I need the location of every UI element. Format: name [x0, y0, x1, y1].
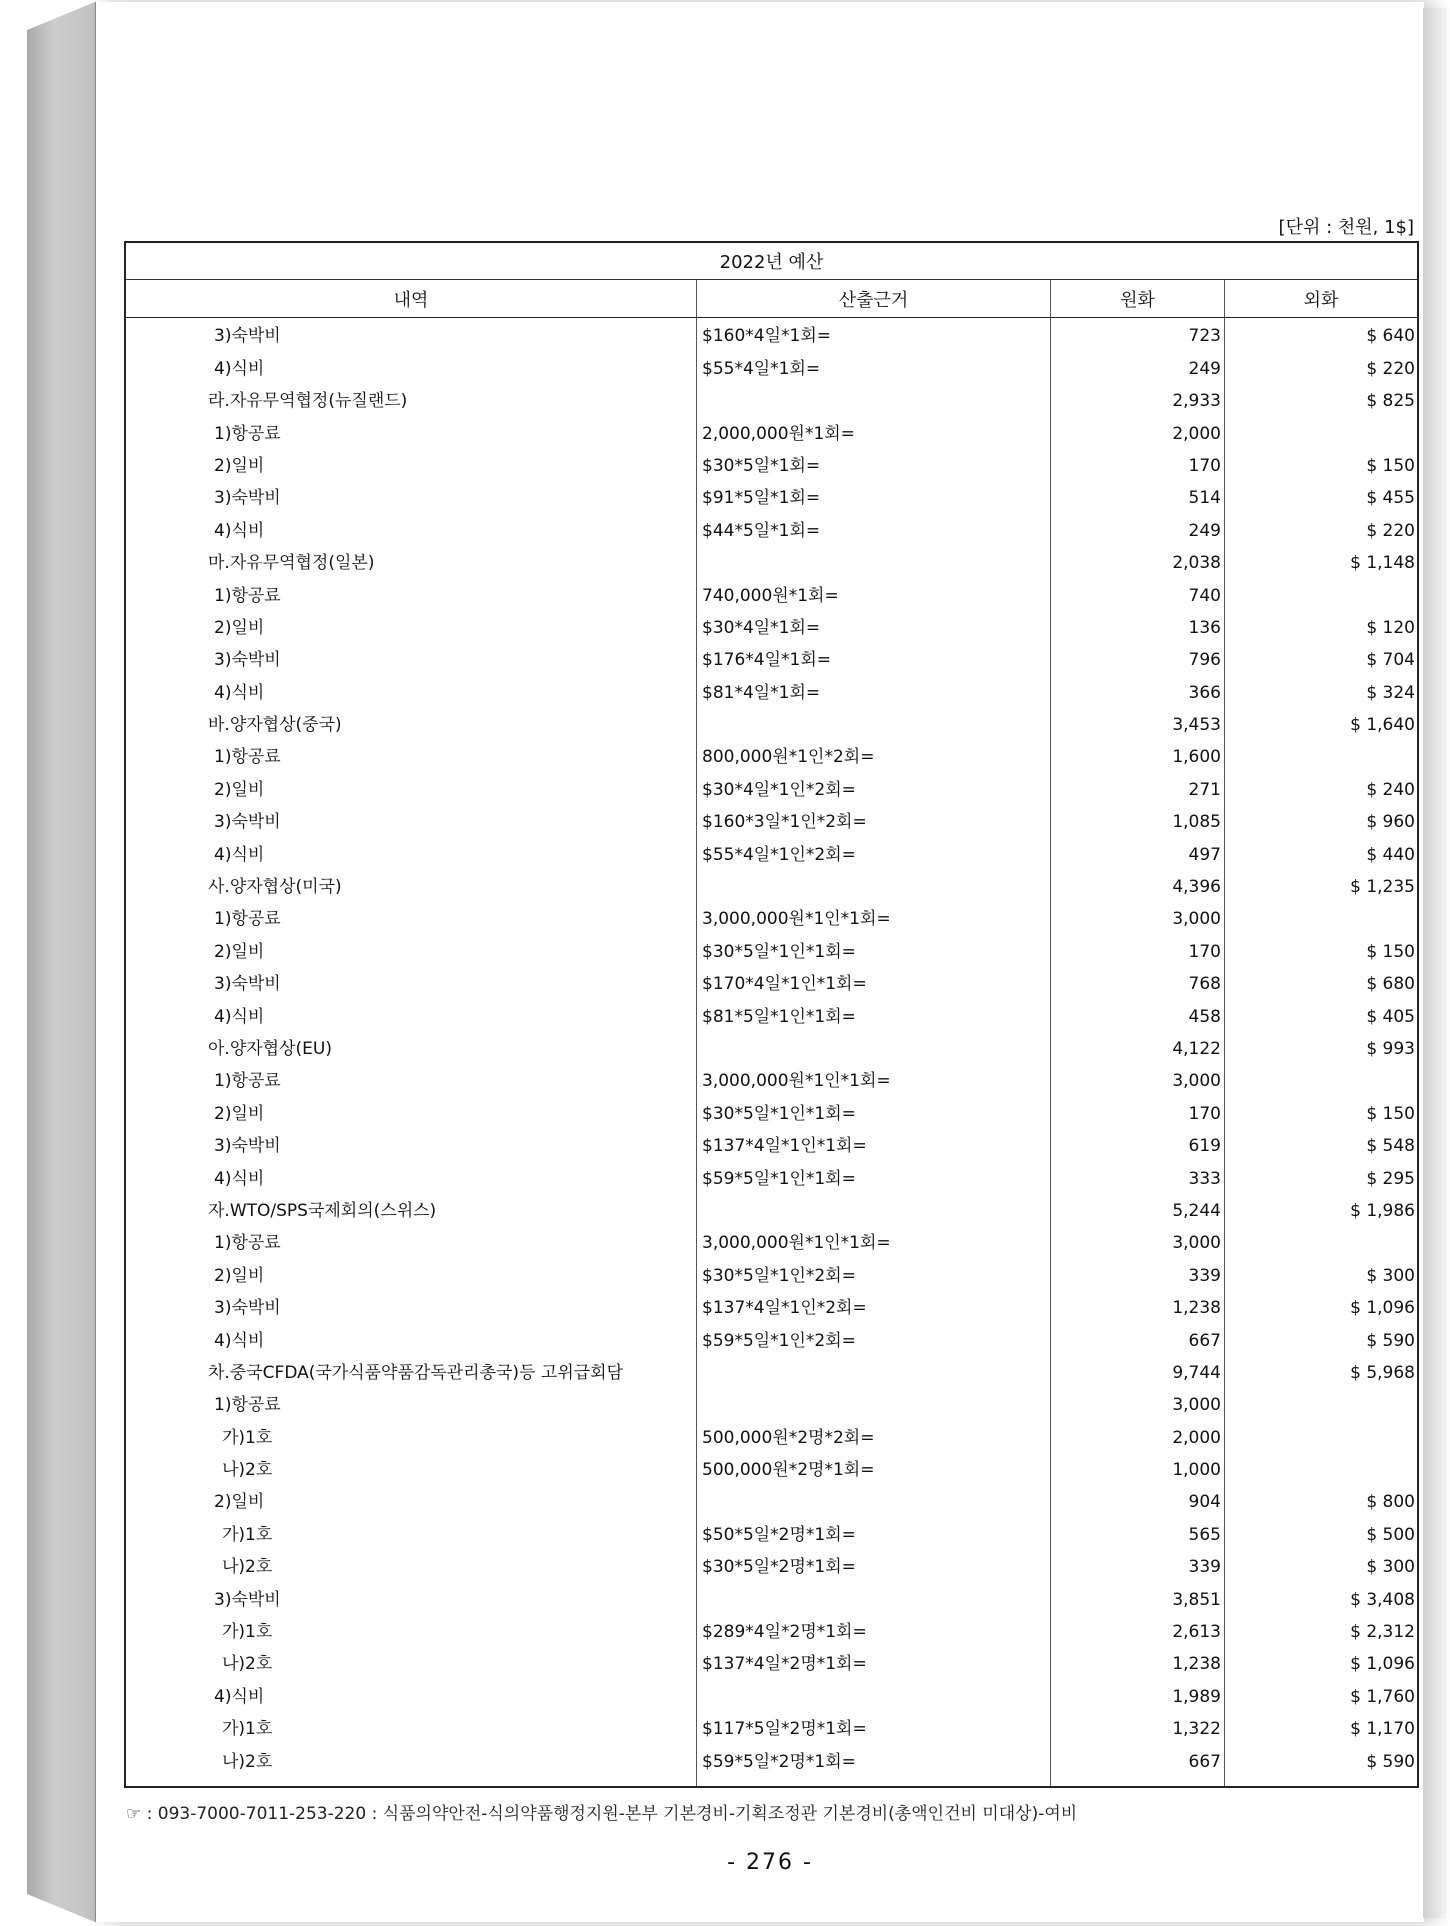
table-row [126, 1581, 1417, 1613]
cell-item: 1)항공료 [214, 1233, 281, 1254]
table-row [126, 869, 1417, 901]
table-row [126, 383, 1417, 415]
cell-krw: 3,000 [1050, 901, 1224, 933]
cell-fx: $ 150 [1224, 933, 1417, 965]
cell-krw: 740 [1050, 577, 1224, 609]
cell-item: 나)2호 [222, 1654, 273, 1675]
cell-krw: 249 [1050, 350, 1224, 382]
cell-item: 4)식비 [214, 682, 265, 703]
cell-item: 2)일비 [214, 779, 265, 800]
cell-fx: $ 1,170 [1224, 1711, 1417, 1743]
cell-fx [1224, 577, 1417, 609]
table-row [126, 1063, 1417, 1095]
cell-item: 1)항공료 [214, 585, 281, 606]
cell-krw: 458 [1050, 998, 1224, 1030]
cell-krw: 2,613 [1050, 1614, 1224, 1646]
cell-basis: $59*5일*1인*1회= [696, 1160, 1050, 1192]
cell-krw: 514 [1050, 480, 1224, 512]
table-row [126, 1419, 1417, 1451]
cell-basis: $170*4일*1인*1회= [696, 966, 1050, 998]
cell-basis: $30*4일*1회= [696, 610, 1050, 642]
table-header [126, 280, 1417, 318]
cell-fx: $ 150 [1224, 1095, 1417, 1127]
cell-krw: 136 [1050, 610, 1224, 642]
cell-fx: $ 590 [1224, 1743, 1417, 1786]
cell-basis [696, 869, 1050, 901]
table-row [126, 1743, 1417, 1786]
cell-krw: 1,238 [1050, 1290, 1224, 1322]
cell-item: 3)숙박비 [214, 812, 281, 833]
cell-basis: $30*5일*1인*1회= [696, 933, 1050, 965]
table-row [126, 966, 1417, 998]
cell-item: 4)식비 [214, 1686, 265, 1707]
cell-item: 1)항공료 [214, 1395, 281, 1416]
cell-fx: $ 960 [1224, 804, 1417, 836]
table-row [126, 707, 1417, 739]
table-row [126, 1355, 1417, 1387]
table-row [126, 512, 1417, 544]
cell-basis: 3,000,000원*1인*1회= [696, 1063, 1050, 1095]
cell-krw: 4,122 [1050, 1031, 1224, 1063]
cell-fx: $ 548 [1224, 1128, 1417, 1160]
cell-basis [696, 707, 1050, 739]
cell-krw: 723 [1050, 318, 1224, 350]
cell-fx: $ 120 [1224, 610, 1417, 642]
page-number: - 276 - [727, 1850, 813, 1875]
cell-krw: 3,851 [1050, 1581, 1224, 1613]
cell-krw: 1,085 [1050, 804, 1224, 836]
table-row [126, 1095, 1417, 1127]
table-row [126, 415, 1417, 447]
cell-krw: 3,000 [1050, 1063, 1224, 1095]
cell-basis: $160*3일*1인*2회= [696, 804, 1050, 836]
cell-basis [696, 1031, 1050, 1063]
cell-krw: 5,244 [1050, 1193, 1224, 1225]
cell-item: 나)2호 [222, 1460, 273, 1481]
table-row [126, 1387, 1417, 1419]
table-row [126, 318, 1417, 350]
header-fx: 외화 [1224, 280, 1417, 317]
cell-item: 3)숙박비 [214, 974, 281, 995]
cell-fx: $ 150 [1224, 448, 1417, 480]
table-row [126, 350, 1417, 382]
cell-basis [696, 1355, 1050, 1387]
cell-item: 4)식비 [214, 358, 265, 379]
cell-item: 차.중국CFDA(국가식품약품감독관리총국)등 고위급회담 [208, 1362, 624, 1383]
unit-label: [단위 : 천원, 1$] [1278, 217, 1414, 238]
footnote: ☞ : 093-7000-7011-253-220 : 식품의약안전-식의약품행정지원-본부 기본경비-기획조정관 기본경비(총액인건비 미대상)-여비 [126, 1804, 1078, 1824]
cell-basis: $55*4일*1인*2회= [696, 836, 1050, 868]
header-basis: 산출근거 [696, 280, 1050, 317]
cell-basis: $59*5일*1인*2회= [696, 1322, 1050, 1354]
cell-fx: $ 3,408 [1224, 1581, 1417, 1613]
cell-krw: 170 [1050, 1095, 1224, 1127]
cell-item: 가)1호 [222, 1622, 273, 1643]
cell-fx [1224, 1225, 1417, 1257]
cell-krw: 271 [1050, 771, 1224, 803]
cell-basis: $30*5일*1회= [696, 448, 1050, 480]
cell-krw: 1,238 [1050, 1646, 1224, 1678]
cell-fx: $ 993 [1224, 1031, 1417, 1063]
cell-item: 4)식비 [214, 844, 265, 865]
cell-krw: 1,600 [1050, 739, 1224, 771]
cell-fx: $ 1,096 [1224, 1646, 1417, 1678]
table-row [126, 998, 1417, 1030]
cell-item: 바.양자협상(중국) [208, 715, 342, 736]
table-row [126, 577, 1417, 609]
cell-krw: 2,038 [1050, 545, 1224, 577]
cell-basis: $30*5일*2명*1회= [696, 1549, 1050, 1581]
cell-basis [696, 1193, 1050, 1225]
table-row [126, 545, 1417, 577]
cell-item: 4)식비 [214, 1330, 265, 1351]
cell-item: 라.자유무역협정(뉴질랜드) [208, 391, 408, 412]
table-row [126, 1516, 1417, 1548]
cell-item: 자.WTO/SPS국제회의(스위스) [208, 1200, 437, 1221]
cell-fx: $ 500 [1224, 1516, 1417, 1548]
cell-krw: 796 [1050, 642, 1224, 674]
cell-basis: $91*5일*1회= [696, 480, 1050, 512]
table-row [126, 1484, 1417, 1516]
cell-item: 가)1호 [222, 1719, 273, 1740]
cell-item: 1)항공료 [214, 909, 281, 930]
cell-fx [1224, 1452, 1417, 1484]
table-row [126, 1452, 1417, 1484]
cell-krw: 333 [1050, 1160, 1224, 1192]
cell-krw: 170 [1050, 448, 1224, 480]
cell-basis: $30*5일*1인*2회= [696, 1257, 1050, 1289]
cell-basis [696, 1678, 1050, 1710]
cell-item: 2)일비 [214, 617, 265, 638]
header-krw: 원화 [1050, 280, 1224, 317]
table-row [126, 901, 1417, 933]
page-edge-shadow [1423, 8, 1447, 1918]
table-row [126, 480, 1417, 512]
table-row [126, 1257, 1417, 1289]
cell-item: 가)1호 [222, 1524, 273, 1545]
cell-krw: 9,744 [1050, 1355, 1224, 1387]
book-spine [27, 2, 95, 1922]
cell-item: 1)항공료 [214, 747, 281, 768]
cell-fx: $ 1,986 [1224, 1193, 1417, 1225]
cell-fx [1224, 1387, 1417, 1419]
cell-krw: 1,000 [1050, 1452, 1224, 1484]
cell-item: 가)1호 [222, 1427, 273, 1448]
cell-item: 나)2호 [222, 1752, 273, 1773]
table-row [126, 1031, 1417, 1063]
table-row [126, 448, 1417, 480]
cell-fx: $ 300 [1224, 1549, 1417, 1581]
cell-basis: $137*4일*2명*1회= [696, 1646, 1050, 1678]
cell-basis: $160*4일*1회= [696, 318, 1050, 350]
cell-krw: 619 [1050, 1128, 1224, 1160]
table-row [126, 1646, 1417, 1678]
cell-fx: $ 680 [1224, 966, 1417, 998]
cell-krw: 2,000 [1050, 1419, 1224, 1451]
table-row [126, 674, 1417, 706]
cell-basis: $30*4일*1인*2회= [696, 771, 1050, 803]
table-row [126, 1711, 1417, 1743]
table-row [126, 1290, 1417, 1322]
table-row [126, 610, 1417, 642]
cell-krw: 4,396 [1050, 869, 1224, 901]
cell-fx: $ 1,235 [1224, 869, 1417, 901]
cell-fx: $ 1,096 [1224, 1290, 1417, 1322]
cell-basis [696, 1387, 1050, 1419]
cell-item: 3)숙박비 [214, 1136, 281, 1157]
cell-item: 3)숙박비 [214, 326, 281, 347]
table-row [126, 933, 1417, 965]
cell-item: 3)숙박비 [214, 1589, 281, 1610]
cell-krw: 170 [1050, 933, 1224, 965]
cell-basis: $117*5일*2명*1회= [696, 1711, 1050, 1743]
cell-fx: $ 704 [1224, 642, 1417, 674]
table-row [126, 804, 1417, 836]
cell-basis: $59*5일*2명*1회= [696, 1743, 1050, 1786]
cell-basis: 800,000원*1인*2회= [696, 739, 1050, 771]
cell-fx: $ 590 [1224, 1322, 1417, 1354]
cell-fx: $ 324 [1224, 674, 1417, 706]
cell-basis: $137*4일*1인*2회= [696, 1290, 1050, 1322]
cell-krw: 904 [1050, 1484, 1224, 1516]
cell-krw: 2,933 [1050, 383, 1224, 415]
budget-table [124, 241, 1419, 1788]
cell-fx [1224, 415, 1417, 447]
cell-basis [696, 1581, 1050, 1613]
cell-krw: 3,453 [1050, 707, 1224, 739]
table-row [126, 642, 1417, 674]
cell-fx: $ 1,148 [1224, 545, 1417, 577]
cell-fx: $ 2,312 [1224, 1614, 1417, 1646]
cell-krw: 339 [1050, 1549, 1224, 1581]
cell-basis: 740,000원*1회= [696, 577, 1050, 609]
cell-basis: $289*4일*2명*1회= [696, 1614, 1050, 1646]
table-row [126, 739, 1417, 771]
cell-basis: 500,000원*2명*1회= [696, 1452, 1050, 1484]
cell-krw: 667 [1050, 1743, 1224, 1786]
cell-krw: 1,989 [1050, 1678, 1224, 1710]
cell-item: 4)식비 [214, 1168, 265, 1189]
cell-krw: 565 [1050, 1516, 1224, 1548]
cell-krw: 3,000 [1050, 1387, 1224, 1419]
table-row [126, 1128, 1417, 1160]
cell-fx: $ 295 [1224, 1160, 1417, 1192]
cell-item: 마.자유무역협정(일본) [208, 553, 375, 574]
cell-item: 2)일비 [214, 1103, 265, 1124]
cell-fx [1224, 739, 1417, 771]
cell-fx: $ 405 [1224, 998, 1417, 1030]
cell-basis: $30*5일*1인*1회= [696, 1095, 1050, 1127]
cell-fx: $ 455 [1224, 480, 1417, 512]
cell-basis: $176*4일*1회= [696, 642, 1050, 674]
cell-item: 나)2호 [222, 1557, 273, 1578]
cell-fx: $ 220 [1224, 512, 1417, 544]
cell-fx: $ 240 [1224, 771, 1417, 803]
table-body [126, 318, 1417, 1786]
table-row [126, 1678, 1417, 1710]
cell-item: 아.양자협상(EU) [208, 1038, 332, 1059]
cell-fx [1224, 1419, 1417, 1451]
cell-basis: $137*4일*1인*1회= [696, 1128, 1050, 1160]
cell-item: 1)항공료 [214, 1071, 281, 1092]
table-row [126, 1193, 1417, 1225]
cell-basis: $44*5일*1회= [696, 512, 1050, 544]
cell-krw: 339 [1050, 1257, 1224, 1289]
cell-krw: 366 [1050, 674, 1224, 706]
cell-basis [696, 545, 1050, 577]
table-row [126, 1322, 1417, 1354]
cell-basis: 2,000,000원*1회= [696, 415, 1050, 447]
cell-item: 4)식비 [214, 520, 265, 541]
cell-basis: $81*5일*1인*1회= [696, 998, 1050, 1030]
table-row [126, 836, 1417, 868]
cell-fx: $ 1,640 [1224, 707, 1417, 739]
cell-krw: 667 [1050, 1322, 1224, 1354]
cell-fx: $ 640 [1224, 318, 1417, 350]
cell-item: 2)일비 [214, 941, 265, 962]
cell-basis: 3,000,000원*1인*1회= [696, 901, 1050, 933]
cell-basis [696, 383, 1050, 415]
cell-item: 3)숙박비 [214, 650, 281, 671]
cell-item: 3)숙박비 [214, 1298, 281, 1319]
cell-item: 2)일비 [214, 1492, 265, 1513]
table-row [126, 1160, 1417, 1192]
cell-krw: 249 [1050, 512, 1224, 544]
cell-krw: 3,000 [1050, 1225, 1224, 1257]
table-title: 2022년 예산 [126, 243, 1417, 280]
cell-basis: 500,000원*2명*2회= [696, 1419, 1050, 1451]
table-row [126, 1614, 1417, 1646]
cell-krw: 497 [1050, 836, 1224, 868]
cell-basis: 3,000,000원*1인*1회= [696, 1225, 1050, 1257]
table-row [126, 1225, 1417, 1257]
cell-krw: 768 [1050, 966, 1224, 998]
cell-fx: $ 5,968 [1224, 1355, 1417, 1387]
cell-item: 사.양자협상(미국) [208, 877, 342, 898]
table-row [126, 771, 1417, 803]
cell-fx: $ 220 [1224, 350, 1417, 382]
cell-fx: $ 825 [1224, 383, 1417, 415]
cell-fx: $ 1,760 [1224, 1678, 1417, 1710]
cell-fx [1224, 1063, 1417, 1095]
cell-krw: 2,000 [1050, 415, 1224, 447]
cell-item: 2)일비 [214, 455, 265, 476]
cell-krw: 1,322 [1050, 1711, 1224, 1743]
cell-item: 1)항공료 [214, 423, 281, 444]
cell-basis: $50*5일*2명*1회= [696, 1516, 1050, 1548]
cell-item: 3)숙박비 [214, 488, 281, 509]
cell-basis [696, 1484, 1050, 1516]
cell-basis: $81*4일*1회= [696, 674, 1050, 706]
cell-basis: $55*4일*1회= [696, 350, 1050, 382]
cell-fx: $ 800 [1224, 1484, 1417, 1516]
table-row [126, 1549, 1417, 1581]
cell-fx: $ 440 [1224, 836, 1417, 868]
header-item: 내역 [393, 289, 429, 311]
cell-item: 4)식비 [214, 1006, 265, 1027]
cell-fx: $ 300 [1224, 1257, 1417, 1289]
cell-fx [1224, 901, 1417, 933]
cell-item: 2)일비 [214, 1265, 265, 1286]
